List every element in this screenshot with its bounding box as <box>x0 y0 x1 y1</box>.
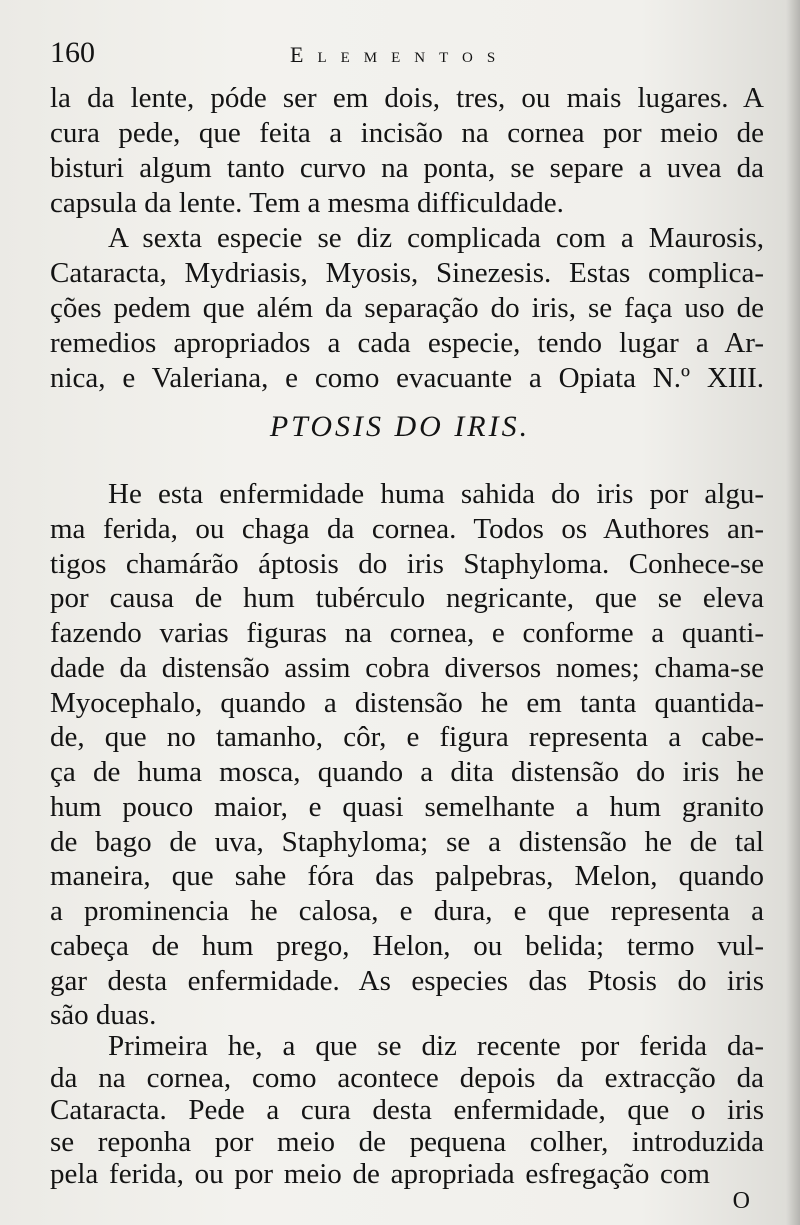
text-line: Cataracta, Mydriasis, Myosis, Sinezesis. Estas complica- <box>50 257 764 289</box>
catchword: O <box>732 1188 750 1214</box>
running-title: Elementos <box>290 42 510 67</box>
text-line: capsula da lente. Tem a mesma difficuldade. <box>50 187 564 219</box>
text-line: são duas. <box>50 999 157 1031</box>
text-line: fazendo varias figuras na cornea, e conforme a quanti- <box>50 617 764 649</box>
section-heading: PTOSIS DO IRIS. <box>269 410 531 443</box>
text-line: dade da distensão assim cobra diversos nomes; chama-se <box>50 652 764 684</box>
text-line: ça de huma mosca, quando a dita distensão do iris he <box>50 756 764 788</box>
text-line: cura pede, que feita a incisão na cornea por meio de <box>50 117 764 149</box>
text-line: ções pedem que além da separação do iris, se faça uso de <box>50 292 764 324</box>
text-line: Primeira he, a que se diz recente por ferida da- <box>108 1030 764 1062</box>
text-line: nica, e Valeriana, e como evacuante a Opiata N.º XIII. <box>50 362 764 394</box>
text-line: A sexta especie se diz complicada com a Maurosis, <box>108 222 764 254</box>
text-line: cabeça de hum prego, Helon, ou belida; termo vul- <box>50 930 764 962</box>
text-line: Myocephalo, quando a distensão he em tanta quantida- <box>50 687 764 719</box>
running-head <box>50 36 750 76</box>
text-line: de, que no tamanho, côr, e figura representa a cabe- <box>50 721 764 753</box>
text-line: por causa de hum tubérculo negricante, que se eleva <box>50 582 764 614</box>
text-line: ma ferida, ou chaga da cornea. Todos os Authores an- <box>50 513 764 545</box>
text-line: da na cornea, como acontece depois da extracção da <box>50 1062 764 1094</box>
text-line: remedios apropriados a cada especie, tendo lugar a Ar- <box>50 327 764 359</box>
text-line: Cataracta. Pede a cura desta enfermidade, que o iris <box>50 1094 764 1126</box>
page-edge-shadow <box>786 0 800 1225</box>
text-line: He esta enfermidade huma sahida do iris por algu- <box>108 478 764 510</box>
text-line: hum pouco maior, e quasi semelhante a hum granito <box>50 791 764 823</box>
text-line: bisturi algum tanto curvo na ponta, se separe a uvea da <box>50 152 764 184</box>
text-line: gar desta enfermidade. As especies das Ptosis do iris <box>50 965 764 997</box>
text-line: pela ferida, ou por meio de apropriada esfregação com <box>50 1158 710 1190</box>
text-line: se reponha por meio de pequena colher, introduzida <box>50 1126 764 1158</box>
page-number: 160 <box>50 36 95 69</box>
text-line: maneira, que sahe fóra das palpebras, Melon, quando <box>50 860 764 892</box>
text-line: la da lente, póde ser em dois, tres, ou mais lugares. A <box>50 82 764 114</box>
text-line: de bago de uva, Staphyloma; se a distensão he de tal <box>50 826 764 858</box>
text-line: tigos chamárão áptosis do iris Staphyloma. Conhece-se <box>50 548 764 580</box>
text-line: a prominencia he calosa, e dura, e que representa a <box>50 895 764 927</box>
